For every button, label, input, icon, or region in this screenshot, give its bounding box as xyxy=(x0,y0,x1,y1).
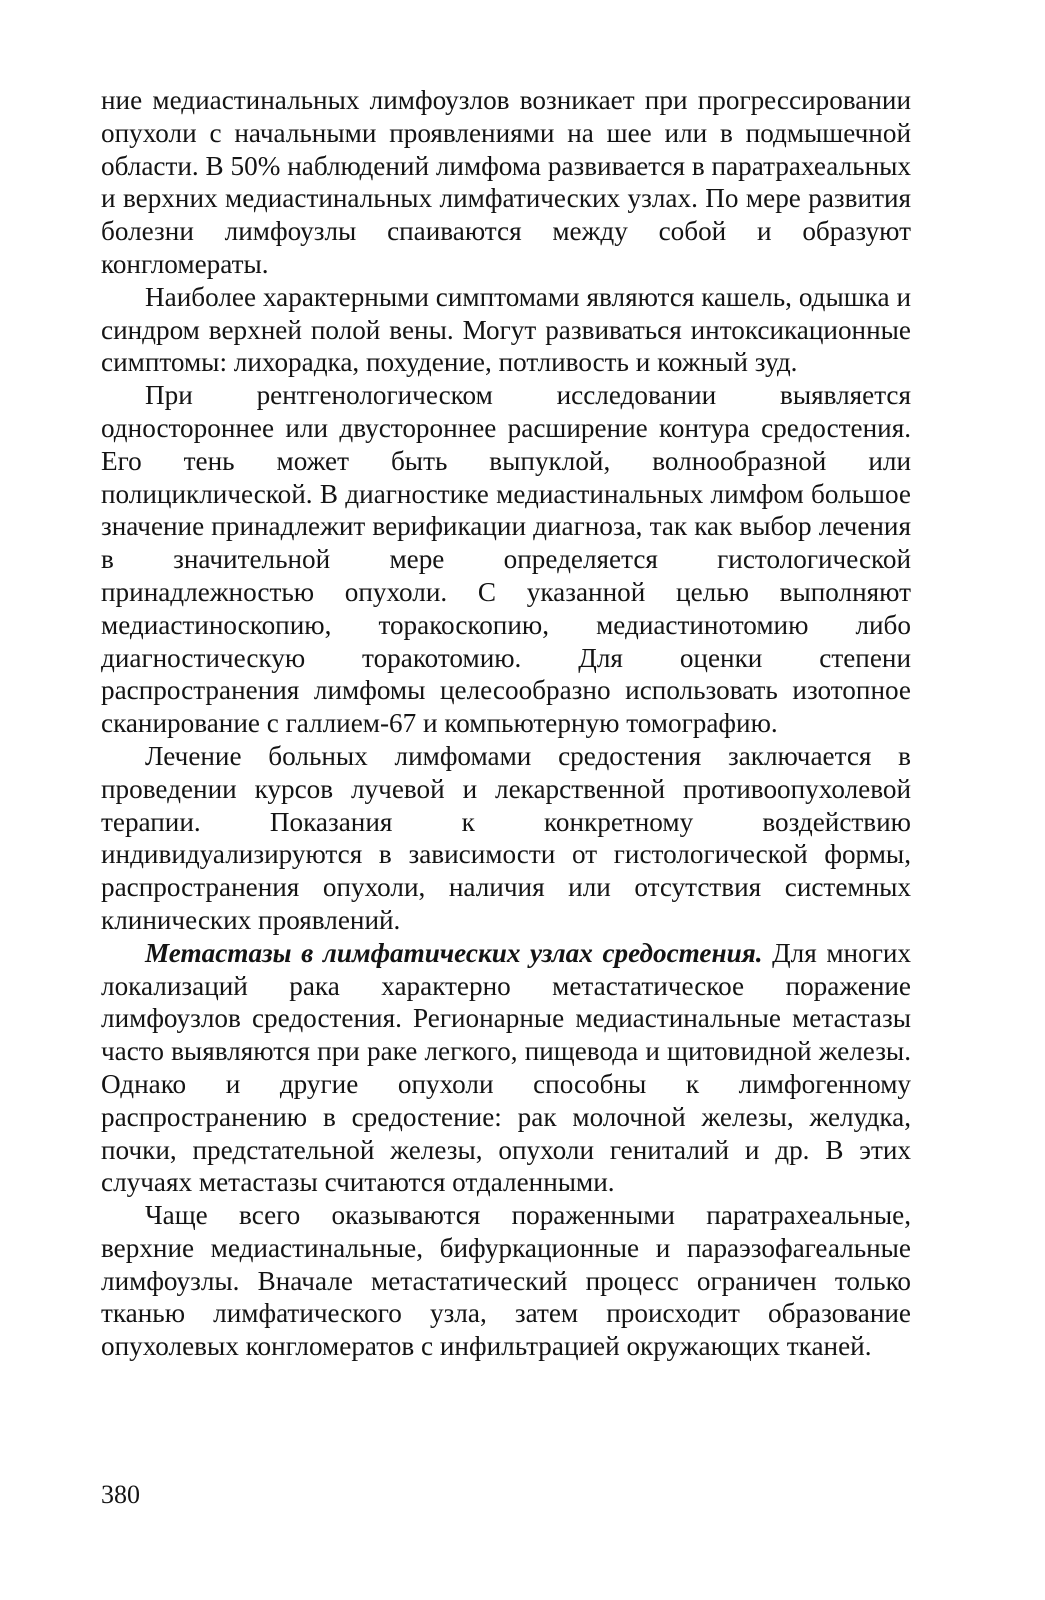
paragraph-symptoms: Наиболее характерными симптомами являются кашель, одышка и синдром верхней полой вены. Могут развиваться интоксикационные симптомы: лихорадка, похудение, потливость и кожный зуд. xyxy=(101,281,911,378)
page-number: 380 xyxy=(101,1480,140,1509)
paragraph-treatment: Лечение больных лимфомами средостения заключается в проведении курсов лучевой и лекарственной противоопухолевой терапии. Показания к конкретному воздействию индивидуализируются в зависимости от гистологической формы, распространения опухоли, наличия или отсутствия системных клинических проявлений. xyxy=(101,740,911,935)
page-body xyxy=(101,84,911,1363)
paragraph-continuation: ние медиастинальных лимфоузлов возникает при прогрессировании опухоли с начальными проявлениями на шее или в подмышечной области. В 50% наблюдений лимфома развивается в паратрахеальных и верхних медиастинальных лимфатических узлах. По мере развития болезни лимфоузлы спаиваются между собой и образуют конгломераты. xyxy=(101,85,911,279)
paragraph-metastases xyxy=(101,937,911,1199)
paragraph-metastases-text: Для многих локализаций рака характерно метастатическое поражение лимфоузлов средостения. Регионарные медиастинальные метастазы часто выявляются при раке легкого, пищевода и щитовидной железы. Однако и другие опухоли способны к лимфогенному распространению в средостение: рак молочной железы, желудка, почки, предстательной железы, опухоли гениталий и др. В этих случаях метастазы считаются отдаленными. xyxy=(101,937,911,1198)
paragraph-diagnostics: При рентгенологическом исследовании выявляется одностороннее или двустороннее расширение контура средостения. Его тень может быть выпуклой, волнообразной или полициклической. В диагностике медиастинальных лимфом большое значение принадлежит верификации диагноза, так как выбор лечения в значительной мере определяется гистологической принадлежностью опухоли. С указанной целью выполняют медиастиноскопию, торакоскопию, медиастинотомию либо диагностическую торакотомию. Для оценки степени распространения лимфомы целесообразно использовать изотопное сканирование с галлием-67 и компьютерную томографию. xyxy=(101,380,911,739)
paragraph-lymph-nodes: Чаще всего оказываются пораженными паратрахеальные, верхние медиастинальные, бифуркационные и параэзофагеальные лимфоузлы. Вначале метастатический процесс ограничен только тканью лимфатического узла, затем происходит образование опухолевых конгломератов с инфильтрацией окружающих тканей. xyxy=(101,1200,911,1362)
section-run-in-heading: Метастазы в лимфатических узлах средостения. xyxy=(145,937,763,968)
